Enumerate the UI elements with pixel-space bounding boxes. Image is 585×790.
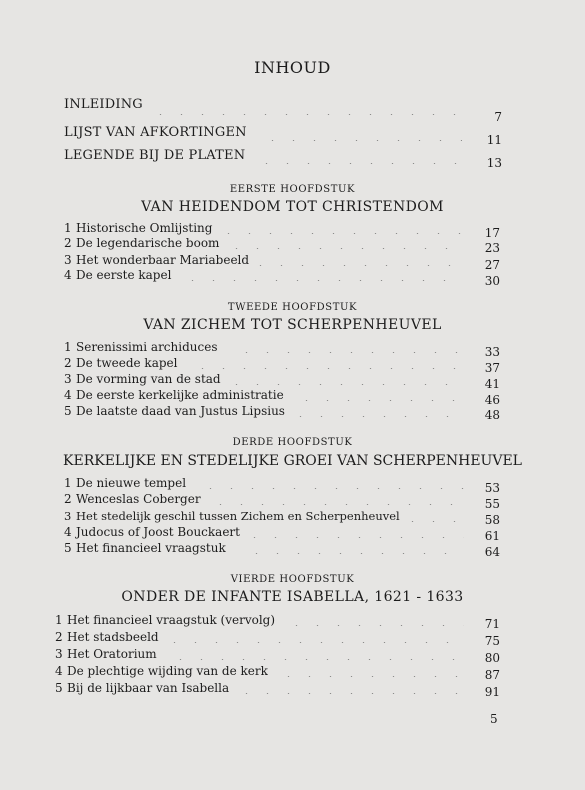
chapter-4-overline: VIERDE HOOFDSTUK bbox=[230, 574, 355, 585]
toc-entry-label: Historische Omlijsting bbox=[76, 221, 213, 235]
toc-entry-number: 1 bbox=[55, 613, 63, 627]
chapter-3-title: KERKELIJKE EN STEDELIJKE GROEI VAN SCHERPENHEUVEL bbox=[63, 453, 522, 469]
toc-entry-number: 2 bbox=[64, 492, 72, 506]
toc-entry-label: Wenceslas Coberger bbox=[76, 492, 201, 506]
dot-leader bbox=[256, 163, 462, 164]
toc-entry-page: 61 bbox=[484, 529, 500, 543]
toc-entry-label: Het stedelijk geschil tussen Zichem en Scherpenheuvel bbox=[76, 509, 400, 523]
toc-entry-number: 4 bbox=[55, 664, 63, 678]
toc-entry-page: 58 bbox=[484, 513, 500, 527]
toc-entry-page: 71 bbox=[484, 617, 500, 631]
dot-leader bbox=[170, 659, 464, 660]
toc-entry-number: 3 bbox=[64, 372, 72, 386]
dot-leader bbox=[164, 642, 464, 643]
toc-entry-label: Het Oratorium bbox=[67, 647, 157, 661]
toc-entry-page: 55 bbox=[484, 497, 500, 511]
toc-entry-number: 2 bbox=[64, 356, 72, 370]
toc-entry-number: 3 bbox=[64, 253, 72, 267]
toc-entry-page: 48 bbox=[484, 408, 500, 422]
dot-leader bbox=[296, 400, 464, 401]
dot-leader bbox=[262, 140, 462, 141]
dot-leader bbox=[182, 280, 464, 281]
toc-entry-page: 46 bbox=[484, 393, 500, 407]
toc-entry-number: 4 bbox=[64, 388, 72, 402]
toc-entry-label: Bij de lijkbaar van Isabella bbox=[67, 681, 230, 695]
toc-entry-label: Serenissimi archiduces bbox=[76, 340, 218, 354]
toc-entry-label: De vorming van de stad bbox=[76, 372, 221, 386]
intro-label-afkortingen: LIJST VAN AFKORTINGEN bbox=[64, 125, 247, 140]
toc-entry-page: 23 bbox=[484, 241, 500, 255]
page-title: INHOUD bbox=[254, 58, 331, 77]
toc-entry-label: De laatste daad van Justus Lipsius bbox=[76, 404, 285, 418]
toc-entry-number: 5 bbox=[64, 541, 72, 555]
toc-entry-label: Het financieel vraagstuk (vervolg) bbox=[67, 613, 276, 627]
toc-entry-label: De nieuwe tempel bbox=[76, 476, 187, 490]
toc-entry-page: 75 bbox=[484, 634, 500, 648]
dot-leader bbox=[286, 625, 464, 626]
intro-label-inleiding: INLEIDING bbox=[64, 97, 143, 112]
toc-entry-number: 4 bbox=[64, 268, 72, 282]
page-number: 5 bbox=[490, 712, 498, 726]
dot-leader bbox=[150, 114, 460, 115]
toc-entry-label: Judocus of Joost Bouckaert bbox=[76, 525, 240, 539]
toc-entry-label: De plechtige wijding van de kerk bbox=[67, 664, 268, 678]
toc-entry-number: 1 bbox=[64, 340, 72, 354]
toc-entry-number: 2 bbox=[64, 236, 72, 250]
dot-leader bbox=[200, 488, 464, 489]
toc-entry-page: 41 bbox=[484, 377, 500, 391]
toc-entry-number: 5 bbox=[55, 681, 63, 695]
dot-leader bbox=[210, 504, 464, 505]
dot-leader bbox=[236, 693, 464, 694]
toc-entry-page: 33 bbox=[484, 345, 500, 359]
dot-leader bbox=[236, 352, 464, 353]
toc-entry-label: Het financieel vraagstuk bbox=[76, 541, 226, 555]
dot-leader bbox=[218, 233, 464, 234]
toc-entry-label: De tweede kapel bbox=[76, 356, 178, 370]
intro-page-inleiding: 7 bbox=[494, 110, 502, 124]
toc-entry-page: 91 bbox=[484, 685, 500, 699]
dot-leader bbox=[192, 368, 464, 369]
dot-leader bbox=[250, 265, 464, 266]
chapter-4-title: ONDER DE INFANTE ISABELLA, 1621 - 1633 bbox=[121, 589, 464, 605]
toc-entry-label: De eerste kerkelijke administratie bbox=[76, 388, 284, 402]
dot-leader bbox=[290, 416, 464, 417]
toc-entry-number: 1 bbox=[64, 221, 72, 235]
toc-entry-number: 3 bbox=[55, 647, 63, 661]
toc-entry-page: 80 bbox=[484, 651, 500, 665]
toc-entry-label: Het stadsbeeld bbox=[67, 630, 159, 644]
toc-entry-page: 30 bbox=[484, 274, 500, 288]
chapter-2-title: VAN ZICHEM TOT SCHERPENHEUVEL bbox=[143, 317, 442, 333]
toc-entry-number: 3 bbox=[64, 509, 72, 523]
dot-leader bbox=[246, 553, 464, 554]
chapter-3-overline: DERDE HOOFDSTUK bbox=[232, 437, 353, 448]
dot-leader bbox=[244, 537, 464, 538]
chapter-2-overline: TWEEDE HOOFDSTUK bbox=[227, 302, 358, 313]
dot-leader bbox=[226, 384, 464, 385]
toc-entry-page: 37 bbox=[484, 361, 500, 375]
toc-entry-page: 87 bbox=[484, 668, 500, 682]
intro-page-afkortingen: 11 bbox=[486, 133, 502, 147]
toc-entry-number: 1 bbox=[64, 476, 72, 490]
toc-entry-number: 5 bbox=[64, 404, 72, 418]
dot-leader bbox=[278, 676, 464, 677]
toc-entry-number: 4 bbox=[64, 525, 72, 539]
toc-entry-page: 64 bbox=[484, 545, 500, 559]
intro-label-legende: LEGENDE BIJ DE PLATEN bbox=[64, 148, 246, 163]
toc-entry-page: 27 bbox=[484, 258, 500, 272]
toc-entry-label: De eerste kapel bbox=[76, 268, 172, 282]
chapter-1-title: VAN HEIDENDOM TOT CHRISTENDOM bbox=[141, 199, 444, 215]
toc-entry-page: 53 bbox=[484, 481, 500, 495]
dot-leader bbox=[402, 521, 464, 522]
toc-entry-number: 2 bbox=[55, 630, 63, 644]
toc-entry-page: 17 bbox=[484, 226, 500, 240]
chapter-1-overline: EERSTE HOOFDSTUK bbox=[229, 184, 356, 195]
toc-entry-label: Het wonderbaar Mariabeeld bbox=[76, 253, 250, 267]
intro-page-legende: 13 bbox=[486, 156, 502, 170]
dot-leader bbox=[226, 248, 464, 249]
toc-entry-label: De legendarische boom bbox=[76, 236, 220, 250]
